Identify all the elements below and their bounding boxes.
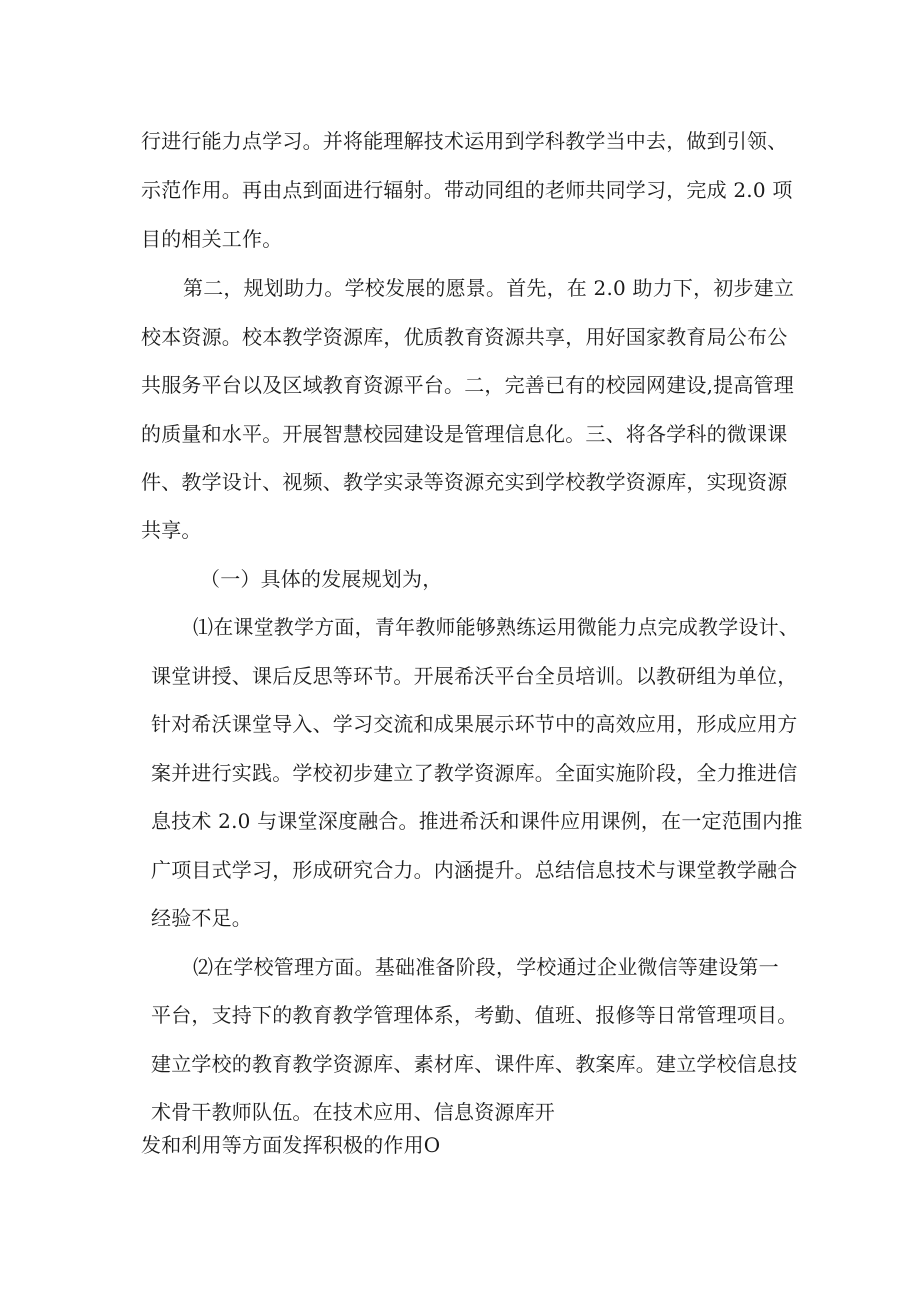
section-heading: （一）具体的发展规划为，: [200, 567, 443, 591]
text-line: 经验不足。: [151, 906, 252, 930]
text-line: 平台，支持下的教育教学管理体系，考勤、值班、报修等日常管理项目。: [151, 1003, 798, 1027]
text-line: 件、教学设计、视频、教学实录等资源充实到学校教学资源库，实现资源: [141, 470, 788, 494]
text-line: 行进行能力点学习。并将能理解技术运用到学科教学当中去，做到引领、: [141, 129, 788, 153]
text-line: 术骨干教师队伍。在技术应用、信息资源库开: [151, 1100, 555, 1124]
text-line: 针对希沃课堂导入、学习交流和成果展示环节中的高效应用，形成应用方: [151, 712, 798, 736]
text-line: 校本资源。校本教学资源库，优质教育资源共享，用好国家教育局公布公: [141, 325, 788, 349]
text-line: 课堂讲授、课后反思等环节。开展希沃平台全员培训。以教研组为单位，: [151, 664, 798, 688]
text-line: 的质量和水平。开展智慧校园建设是管理信息化。三、将各学科的微课课: [141, 422, 788, 446]
text-line: 示范作用。再由点到面进行辐射。带动同组的老师共同学习，完成 2.0 项: [141, 178, 793, 202]
text-line: 共享。: [141, 518, 202, 542]
text-line: 案并进行实践。学校初步建立了教学资源库。全面实施阶段，全力推进信: [151, 761, 798, 785]
text-line: 发和利用等方面发挥积极的作用O: [141, 1133, 441, 1157]
paragraph-first-line: 第二，规划助力。学校发展的愿景。首先，在 2.0 助力下，初步建立: [183, 276, 795, 300]
text-line: 息技术 2.0 与课堂深度融合。推进希沃和课件应用课例，在一定范围内推: [151, 809, 803, 833]
text-line: 共服务平台以及区域教育资源平台。二，完善已有的校园网建设,提高管理: [141, 373, 794, 397]
paragraph-first-line: ⑵在学校管理方面。基础准备阶段，学校通过企业微信等建设第一: [193, 955, 779, 979]
text-line: 目的相关工作。: [141, 227, 283, 251]
text-line: 广项目式学习，形成研究合力。内涵提升。总结信息技术与课堂教学融合: [151, 858, 798, 882]
paragraph-first-line: ⑴在课堂教学方面，青年教师能够熟练运用微能力点完成教学设计、: [193, 615, 799, 639]
text-line: 建立学校的教育教学资源库、素材库、课件库、教案库。建立学校信息技: [151, 1052, 798, 1076]
